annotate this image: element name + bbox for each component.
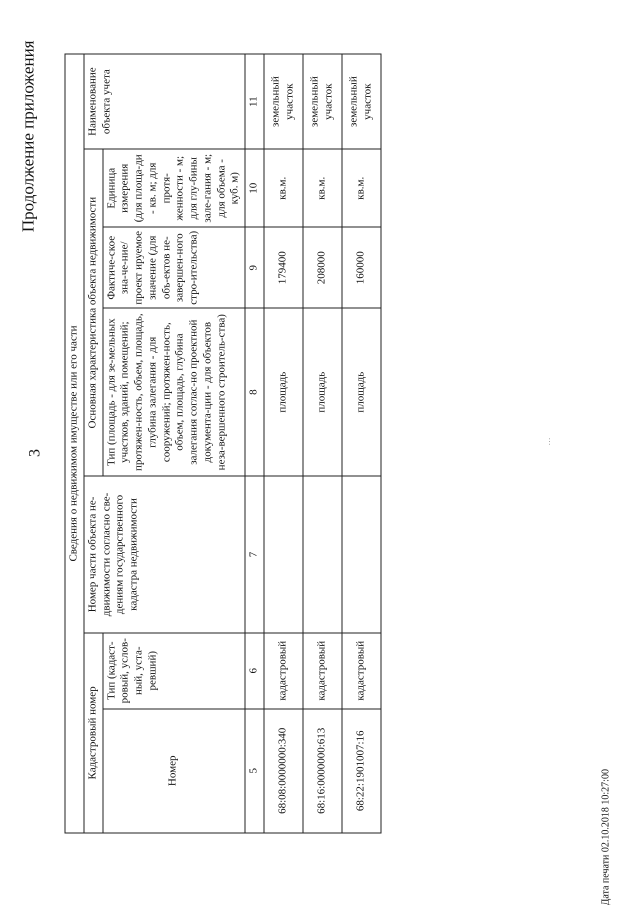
column-numbers-row [245,54,264,833]
part-number-cell [303,476,342,633]
column-number: 11 [245,54,264,149]
unit-cell: кв.м. [342,149,381,227]
cadastral-number-cell: 68:16:0000000:613 [303,708,342,832]
cadastral-number-cell: 68:08:0000000:340 [264,708,303,832]
header-cadastral-number: Кадастровый номер [83,632,102,832]
page-number: 3 [26,448,43,457]
unit-cell: кв.м. [303,149,342,227]
header-number: Номер [102,708,245,832]
header-actual-value: Фактиче-ское зна-че-ние/проект ируемое значение (для объ-ектов не-завершен-ного стро-ительства) [102,227,245,308]
object-name-cell: земельный участок [303,54,342,149]
column-number: 8 [245,308,264,476]
char-type-cell: площадь [264,308,303,476]
column-number: 6 [245,632,264,708]
section-title: Сведения о недвижимом имуществе или его части [65,54,84,833]
cadastral-number-cell: 68:22:1901007:16 [342,708,381,832]
scan-artifact: ··· [545,437,554,445]
object-name-cell: земельный участок [342,54,381,149]
column-number: 5 [245,708,264,832]
column-number: 10 [245,149,264,227]
number-type-cell: кадастровый [303,632,342,708]
header-main-characteristic: Основная характеристика объекта недвижимости [83,149,102,476]
number-type-cell: кадастровый [264,632,303,708]
header-object-name: Наименование объекта учета [83,54,244,149]
header-char-type: Тип (площадь - для зе-мельных участков, зданий, помещений; протяжен-ность, объем, площадь, глубина залегания - для сооружений; протяжен-ность, объем, площадь, глубина залегания соглас-но проектной документа-ции - для объектов неза-вершенного строитель-ства) [102,308,245,476]
number-type-cell: кадастровый [342,632,381,708]
header-unit: Единица измерения (для площа-ди - кв. м; для протя-женности - м; для глу-бины зале-гания - м; для объема - куб. м) [102,149,245,227]
table-row [342,54,381,833]
column-number: 9 [245,227,264,308]
continuation-heading: Продолжение приложения [18,40,37,232]
table-row [264,54,303,833]
header-part-number: Номер части объекта не-движимости согласно све-дениям государственного кадастра недвижимости [83,476,244,633]
actual-value-cell: 160000 [342,227,381,308]
object-name-cell: земельный участок [264,54,303,149]
header-type: Тип (кадаст-ровый, услов-ный, уста-ревший) [102,632,245,708]
actual-value-cell: 208000 [303,227,342,308]
char-type-cell: площадь [303,308,342,476]
part-number-cell [264,476,303,633]
part-number-cell [342,476,381,633]
column-number: 7 [245,476,264,633]
table-row [303,54,342,833]
actual-value-cell: 179400 [264,227,303,308]
real-estate-table [64,53,381,833]
char-type-cell: площадь [342,308,381,476]
print-date: Дата печати 02.10.2018 10:27:00 [600,768,611,905]
unit-cell: кв.м. [264,149,303,227]
